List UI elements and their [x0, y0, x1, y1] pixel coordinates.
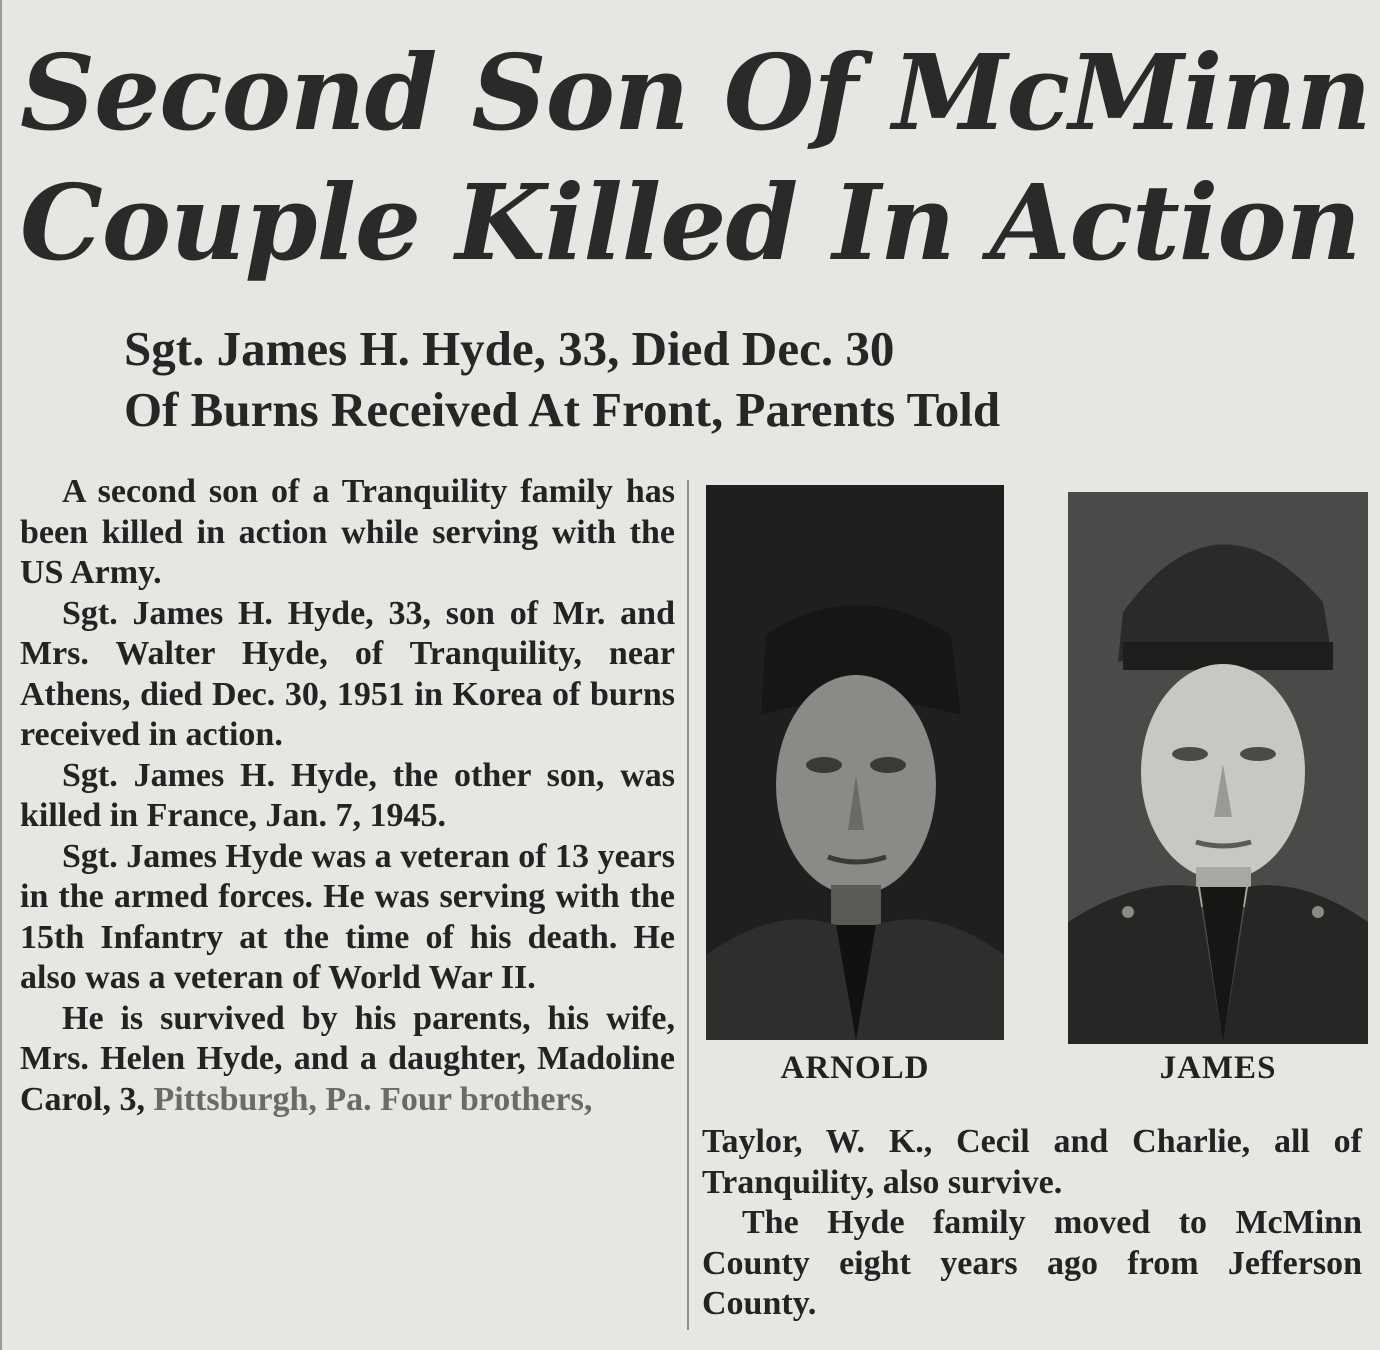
portrait-photo-james [1068, 492, 1368, 1044]
headline-line-2: Couple Killed In Action [20, 161, 1361, 284]
column-divider [687, 480, 689, 1330]
paragraph-text: He is survived by his parents, his wife, Mrs. Helen Hyde, and a daughter, Madoline Carol, 3, [20, 999, 675, 1118]
photo-caption-james: JAMES [1159, 1050, 1277, 1086]
faded-text: Pittsburgh, Pa. Four brothers, [153, 1080, 593, 1118]
article-body-right-column [702, 1122, 1362, 1325]
headline [20, 28, 1370, 288]
paragraph: The Hyde family moved to McMinn County eight years ago from Jefferson County. [702, 1204, 1362, 1322]
soldier-portrait-icon [1068, 492, 1368, 1044]
paragraph: Sgt. James H. Hyde, the other son, was killed in France, Jan. 7, 1945. [20, 756, 675, 834]
photo-caption-arnold: ARNOLD [780, 1050, 930, 1086]
headline-line-1: Second Son Of McMinn [20, 31, 1371, 154]
article-body-left-column [20, 472, 675, 1120]
paragraph: A second son of a Tranquility family has been killed in action while serving with the US Army. [20, 473, 675, 591]
portrait-photo-arnold [706, 485, 1004, 1040]
paragraph: Taylor, W. K., Cecil and Charlie, all of Tranquility, also survive. [702, 1123, 1362, 1201]
soldier-portrait-icon [706, 485, 1004, 1040]
paragraph: Sgt. James H. Hyde, 33, son of Mr. and Mrs. Walter Hyde, of Tranquility, near Athens, died Dec. 30, 1951 in Korea of burns received in action. [20, 594, 675, 753]
subheadline [124, 318, 1324, 440]
paragraph [20, 999, 675, 1121]
subheadline-line-1: Sgt. James H. Hyde, 33, Died Dec. 30 [124, 321, 895, 376]
paragraph: Sgt. James Hyde was a veteran of 13 years in the armed forces. He was serving with the 15th Infantry at the time of his death. He also was a veteran of World War II. [20, 837, 675, 996]
subheadline-line-2: Of Burns Received At Front, Parents Told [124, 382, 1001, 437]
